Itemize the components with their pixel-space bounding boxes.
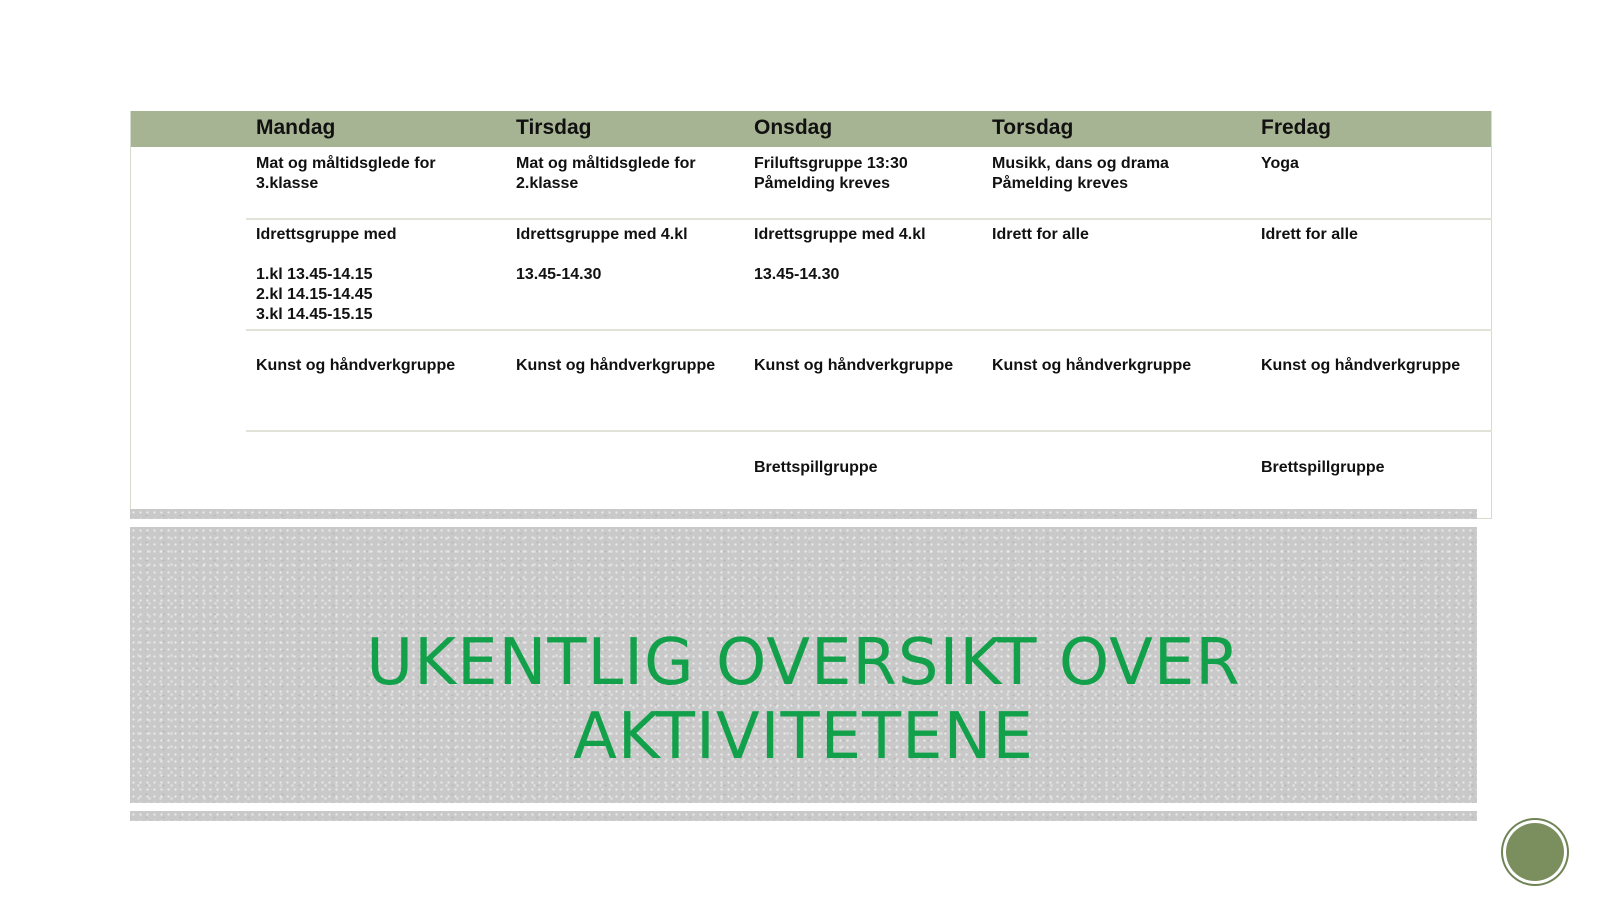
table-cell: Idrett for alle xyxy=(992,226,1089,243)
table-cell: Idrett for alle xyxy=(1261,226,1358,243)
row-divider xyxy=(246,329,1492,331)
texture-strip-bottom xyxy=(130,811,1477,821)
table-cell: Kunst og håndverkgruppe xyxy=(992,357,1192,374)
table-cell: Kunst og håndverkgruppe xyxy=(256,357,456,374)
texture-strip-top xyxy=(130,509,1477,519)
day-header-fredag: Fredag xyxy=(1261,116,1332,139)
table-cell: Idrettsgruppe med 4.kl 13.45-14.30 xyxy=(754,226,926,283)
slide-title: UKENTLIG OVERSIKT OVER AKTIVITETENE xyxy=(366,626,1241,774)
table-cell: Mat og måltidsglede for 3.klasse xyxy=(256,155,436,192)
day-header-onsdag: Onsdag xyxy=(754,116,833,139)
table-cell: Brettspillgruppe xyxy=(754,459,878,476)
table-cell: Yoga xyxy=(1261,155,1299,172)
circle-badge-icon xyxy=(1506,823,1564,881)
row-divider xyxy=(246,218,1492,220)
day-header-tirsdag: Tirsdag xyxy=(516,116,592,139)
table-cell: Brettspillgruppe xyxy=(1261,459,1385,476)
table-cell: Kunst og håndverkgruppe xyxy=(754,357,954,374)
table-cell: Friluftsgruppe 13:30 Påmelding kreves xyxy=(754,155,908,192)
table-cell: Idrettsgruppe med 4.kl 13.45-14.30 xyxy=(516,226,688,283)
day-header-torsdag: Torsdag xyxy=(992,116,1074,139)
table-cell: Idrettsgruppe med 1.kl 13.45-14.15 2.kl 14.15-14.45 3.kl 14.45-15.15 xyxy=(256,226,397,323)
table-cell: Mat og måltidsglede for 2.klasse xyxy=(516,155,696,192)
day-header-mandag: Mandag xyxy=(256,116,336,139)
table-cell: Kunst og håndverkgruppe xyxy=(516,357,716,374)
row-divider xyxy=(246,430,1492,432)
table-cell: Musikk, dans og drama Påmelding kreves xyxy=(992,155,1169,192)
table-cell: Kunst og håndverkgruppe xyxy=(1261,357,1461,374)
